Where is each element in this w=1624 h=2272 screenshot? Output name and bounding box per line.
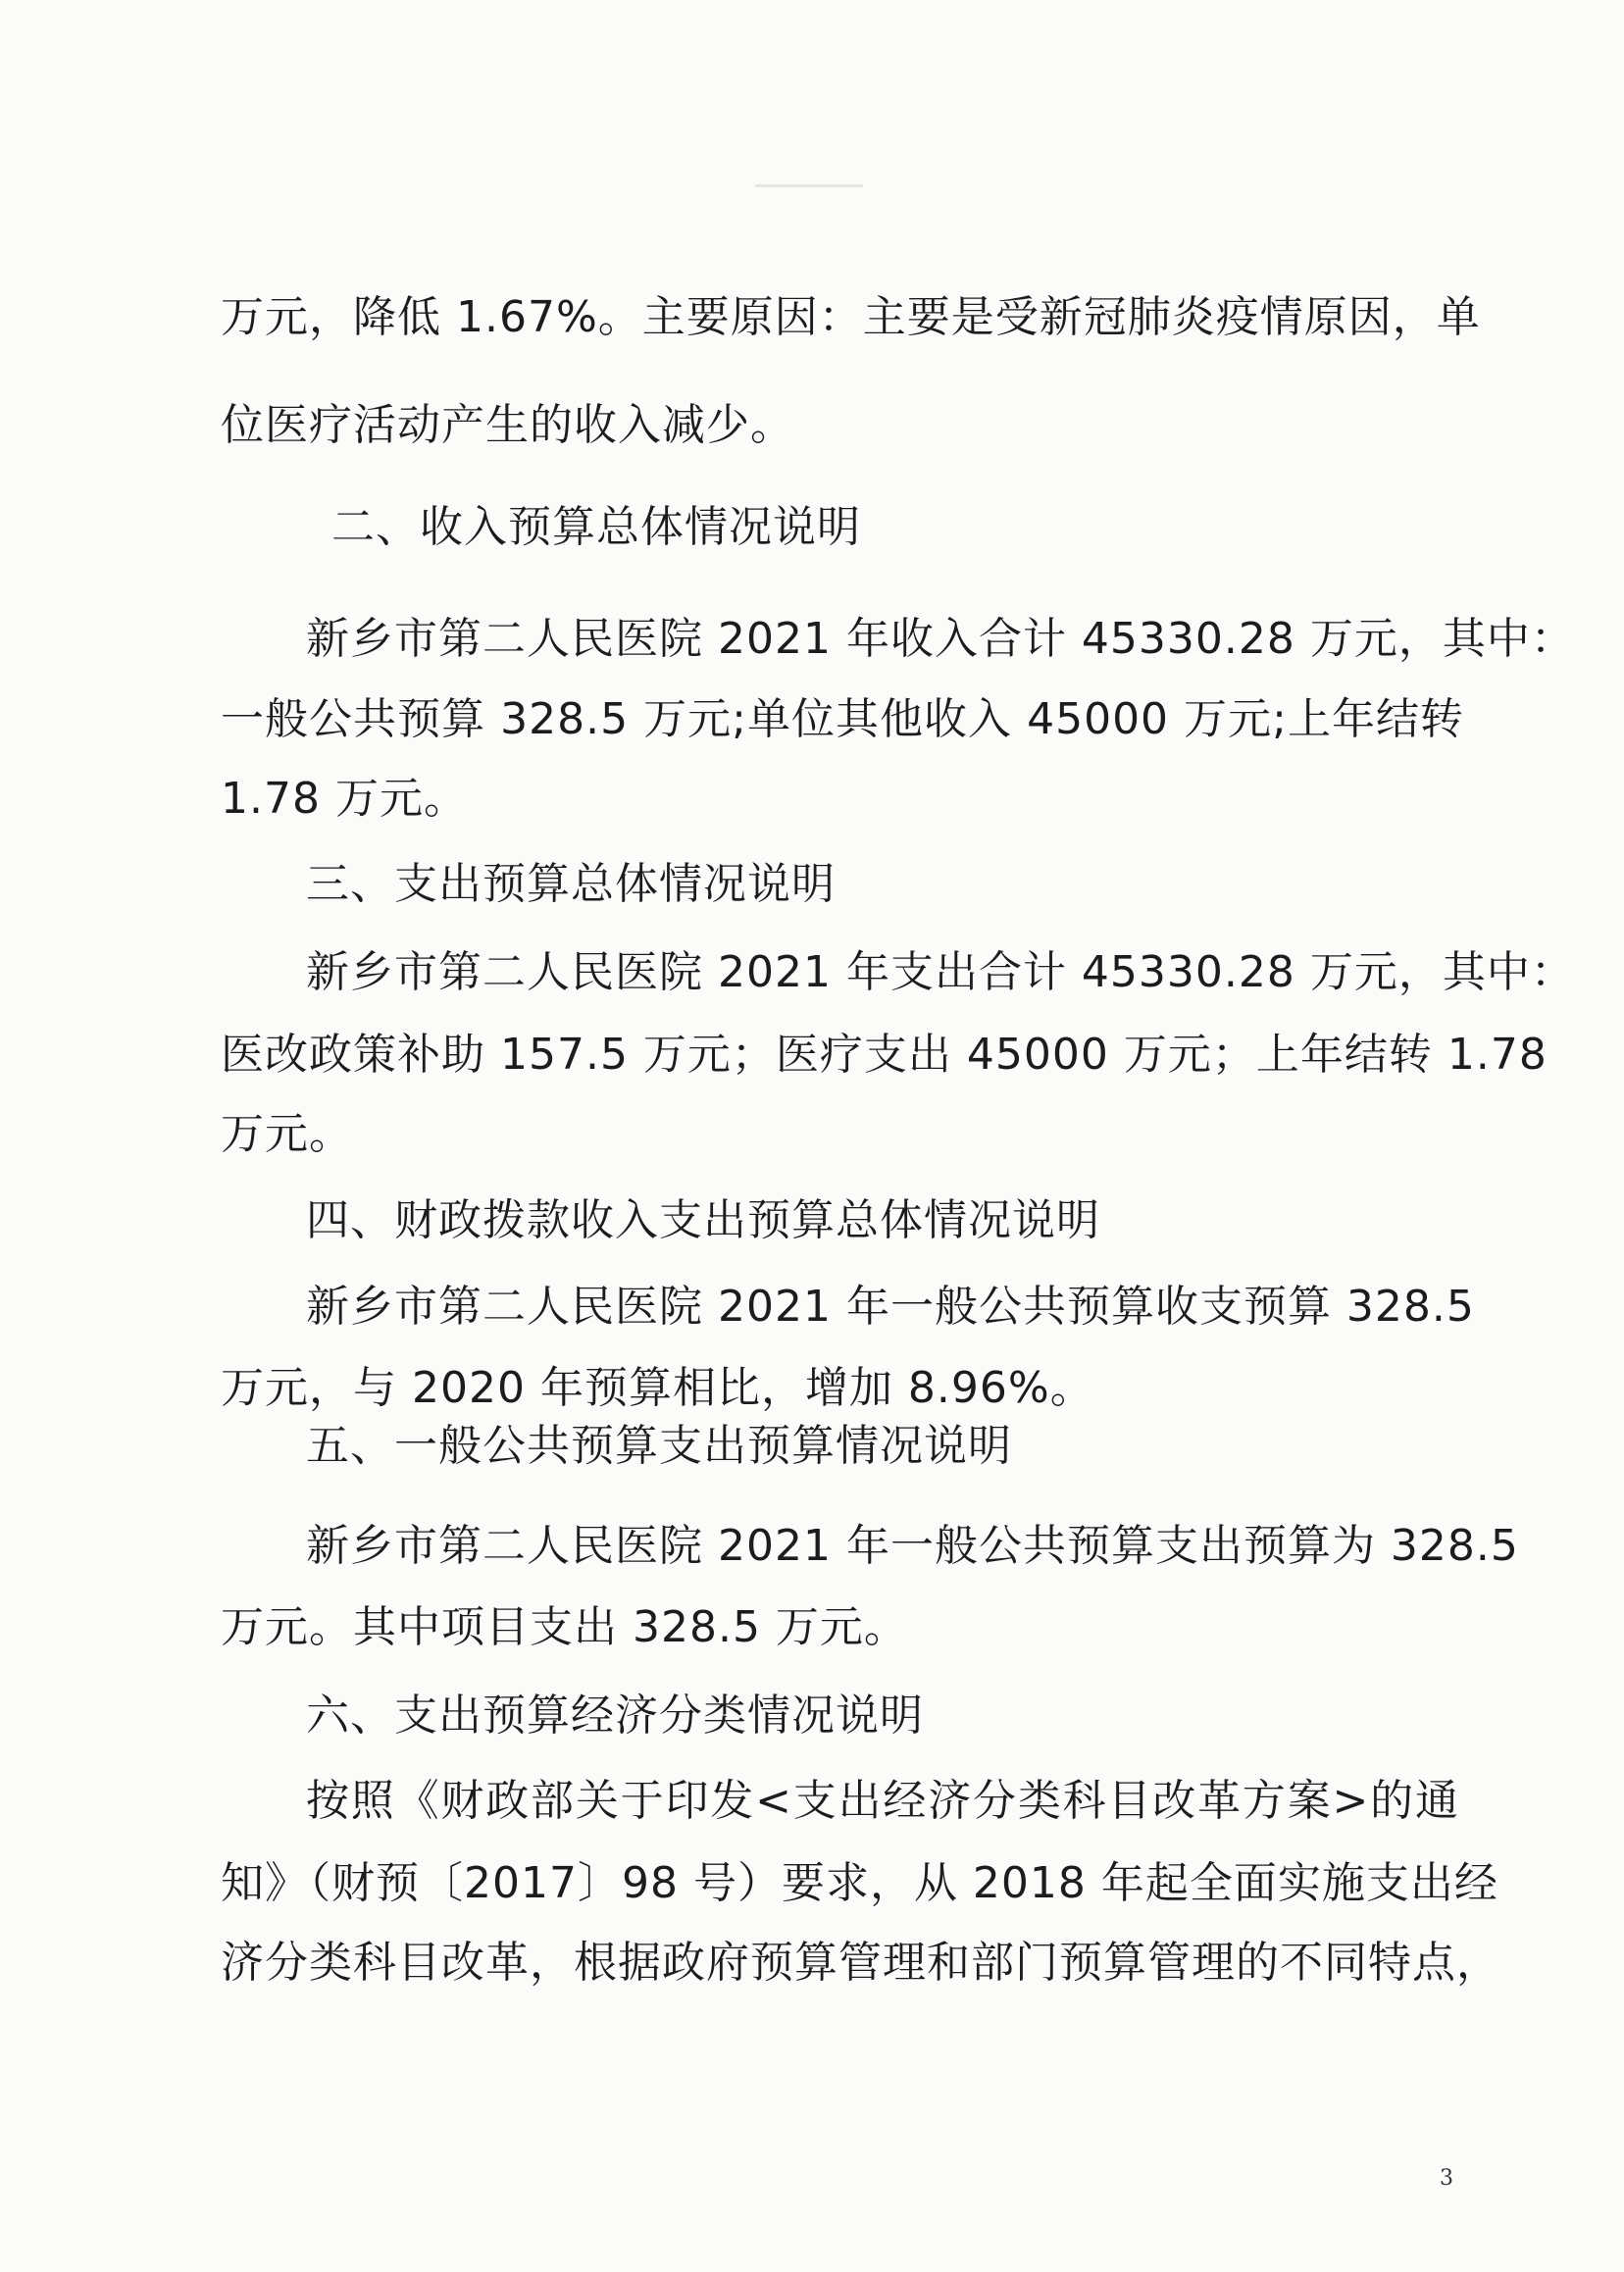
paragraph-line: 位医疗活动产生的收入减少。 xyxy=(221,400,794,450)
section-heading: 四、财政拨款收入支出预算总体情况说明 xyxy=(306,1195,1100,1245)
paragraph-line: 济分类科目改革，根据政府预算管理和部门预算管理的不同特点， xyxy=(221,1938,1500,1988)
paragraph-line: 医改政策补助 157.5 万元；医疗支出 45000 万元；上年结转 1.78 xyxy=(221,1030,1548,1080)
section-heading: 三、支出预算总体情况说明 xyxy=(306,859,836,909)
paragraph-line: 按照《财政部关于印发<支出经济分类科目改革方案>的通 xyxy=(306,1776,1459,1826)
paragraph-line: 新乡市第二人民医院 2021 年一般公共预算收支预算 328.5 xyxy=(306,1282,1475,1332)
paragraph-line: 新乡市第二人民医院 2021 年支出合计 45330.28 万元，其中： xyxy=(306,947,1575,997)
paragraph-line: 1.78 万元。 xyxy=(221,774,468,824)
section-heading: 二、收入预算总体情况说明 xyxy=(331,502,861,552)
paragraph-line: 万元。 xyxy=(221,1109,353,1159)
paragraph-line: 知》（财预〔2017〕98 号）要求，从 2018 年起全面实施支出经 xyxy=(221,1858,1498,1908)
paragraph-line: 万元，降低 1.67%。主要原因：主要是受新冠肺炎疫情原因，单 xyxy=(221,292,1481,342)
paragraph-line: 新乡市第二人民医院 2021 年收入合计 45330.28 万元，其中： xyxy=(306,614,1575,664)
page-number: 3 xyxy=(1440,2166,1453,2191)
paragraph-line: 一般公共预算 328.5 万元;单位其他收入 45000 万元;上年结转 xyxy=(221,694,1464,744)
paragraph-line: 万元。其中项目支出 328.5 万元。 xyxy=(221,1602,908,1652)
section-heading: 六、支出预算经济分类情况说明 xyxy=(306,1691,924,1741)
paragraph-line: 新乡市第二人民医院 2021 年一般公共预算支出预算为 328.5 xyxy=(306,1521,1519,1571)
scan-artifact xyxy=(755,184,863,187)
paragraph-line: 万元，与 2020 年预算相比，增加 8.96%。 xyxy=(221,1363,1094,1413)
section-heading: 五、一般公共预算支出预算情况说明 xyxy=(306,1421,1012,1471)
